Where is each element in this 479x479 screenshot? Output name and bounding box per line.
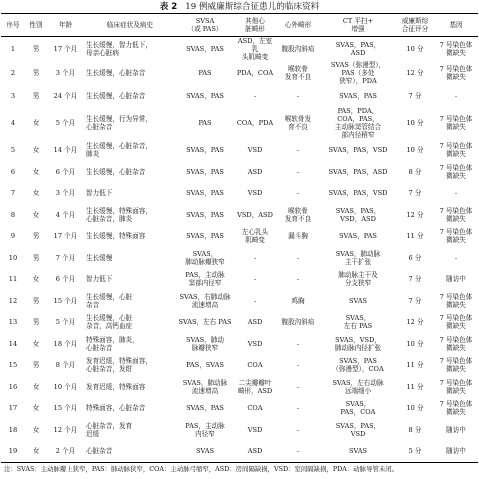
cell-ct-scan: SVAS，PAS xyxy=(339,92,377,101)
cell-ct-scan: PAS，PDA， COA，PAS， 主动脉窦管结合 部内径稍窄 xyxy=(334,107,382,140)
cell-ct-scan: SVAS，左右动脉 远端细小 xyxy=(332,378,384,395)
cell-sex: 女 xyxy=(25,440,47,462)
cell-extracardiac: - xyxy=(296,404,300,413)
cell-ct-scan: SVAS，PAS， ASD xyxy=(335,41,381,58)
cell-extracardiac: 喉软骨 发育不良 xyxy=(284,65,312,82)
cell-svsa-pas: PAS，主动脉 窦部内径窄 xyxy=(185,271,225,288)
cell-ct-scan: SVAS（弥漫型）， PAS（多处 狭窄），PDA xyxy=(330,61,386,86)
cell-symptoms: 生长缓慢，心脏杂音 xyxy=(86,69,146,78)
cell-other-cardiac: VSD，ASD xyxy=(237,210,273,219)
cell-symptoms: 生长缓慢，心脏杂音， 肺炎 xyxy=(86,142,152,159)
cell-gene: - xyxy=(454,189,458,198)
cell-index: 4 xyxy=(10,119,16,128)
cell-index: 8 xyxy=(10,210,16,219)
cell-extracardiac: 喉软骨发 育不良 xyxy=(284,115,312,132)
table-row xyxy=(1,61,478,85)
cell-symptoms: 生长缓慢，心脏杂音 xyxy=(86,92,146,101)
cell-ws-score: 7 分 xyxy=(408,189,422,198)
header-other-cardiac: 其他心 脏畸形 xyxy=(234,14,276,37)
cell-ws-score: 6 分 xyxy=(408,253,422,262)
cell-ws-score: 5 分 xyxy=(396,440,434,462)
cell-index: 16 xyxy=(8,382,18,391)
cell-ws-score: 7 分 xyxy=(408,92,422,101)
cell-gene: 7 号染色体 微缺失 xyxy=(439,65,473,82)
cell-age: 18 个月 xyxy=(53,339,78,348)
header-symptoms: 临床症状及病史 xyxy=(84,14,176,37)
table-row xyxy=(1,268,478,290)
cell-sex: 男 xyxy=(32,296,40,305)
cell-ws-score: 11 分 xyxy=(406,361,424,370)
cell-symptoms: 生长缓慢，行为异常， 心脏杂音 xyxy=(86,115,152,132)
cell-extracardiac: - xyxy=(296,146,300,155)
cell-age: 15 个月 xyxy=(53,404,78,413)
cell-index: 1 xyxy=(10,45,16,54)
cell-svsa-pas: SVAS，PAS xyxy=(186,210,224,219)
cell-index: 15 xyxy=(8,361,18,370)
cell-extracardiac: - xyxy=(296,253,300,262)
cell-other-cardiac: COA xyxy=(247,404,263,413)
table-header-row xyxy=(1,14,478,37)
cell-sex: 女 xyxy=(32,425,40,434)
cell-index: 19 xyxy=(1,440,25,462)
cell-ws-score: 12 分 xyxy=(406,210,424,219)
cell-ct-scan: SVAS，PAS，ASD xyxy=(328,167,388,176)
table-row xyxy=(1,37,478,62)
cell-age: 2 个月 xyxy=(47,440,84,462)
cell-sex: 女 xyxy=(32,146,40,155)
cell-ct-scan: SVAS，PAS，VSD xyxy=(328,189,388,198)
cell-index: 11 xyxy=(8,275,18,284)
cell-svsa-pas: SVAS，PAS xyxy=(186,146,224,155)
cell-age: 17 个月 xyxy=(53,232,78,241)
table-row xyxy=(1,397,478,419)
cell-extracardiac: - xyxy=(296,361,300,370)
cell-age: 12 个月 xyxy=(53,425,78,434)
table-row xyxy=(1,311,478,333)
table-row xyxy=(1,182,478,204)
cell-extracardiac: 腹股沟斜疝 xyxy=(281,318,315,327)
cell-index: 2 xyxy=(10,69,16,78)
cell-index: 5 xyxy=(10,146,16,155)
cell-ws-score: 11 分 xyxy=(406,232,424,241)
cell-index: 17 xyxy=(8,404,18,413)
cell-extracardiac: - xyxy=(296,275,300,284)
cell-sex: 男 xyxy=(32,45,40,54)
cell-age: 6 个月 xyxy=(55,167,76,176)
cell-ct-scan: SVAS，VSD， 肺动脉内径扩张 xyxy=(334,335,382,352)
cell-sex: 男 xyxy=(32,92,40,101)
cell-gene: 7 号染色体 微缺失 xyxy=(439,163,473,180)
cell-other-cardiac: VSD xyxy=(247,425,263,434)
cell-index: 6 xyxy=(10,167,16,176)
cell-ct-scan: SVAS，肺动脉 主干扩张 xyxy=(335,249,381,266)
table-body xyxy=(1,37,478,463)
cell-symptoms: 发育迟缓，特殊面容， 心脏杂音，发绀 xyxy=(86,357,152,374)
cell-svsa-pas: SVAS xyxy=(176,440,234,462)
cell-ct-scan: SVAS，PAS （弥漫型），COA xyxy=(332,357,384,374)
cell-ct-scan: SVAS，PAS，VSD xyxy=(328,146,388,155)
cell-age: 4 个月 xyxy=(55,210,76,219)
cell-svsa-pas: SVAS，PAS xyxy=(186,167,224,176)
cell-sex: 女 xyxy=(32,275,40,284)
header-index: 序号 xyxy=(1,14,25,37)
header-extracardiac: 心外畸形 xyxy=(276,14,320,37)
cell-index: 13 xyxy=(8,318,18,327)
cell-gene: 7 号染色体 微缺失 xyxy=(439,115,473,132)
table-row xyxy=(1,440,478,462)
cell-symptoms: 生长缓慢，特殊面容 xyxy=(86,232,146,241)
table-row xyxy=(1,107,478,139)
cell-age: 5 个月 xyxy=(55,119,76,128)
table-row xyxy=(1,204,478,226)
cell-extracardiac: - xyxy=(276,440,320,462)
cell-index: 3 xyxy=(10,92,16,101)
cell-symptoms: 智力低下 xyxy=(86,275,113,284)
table-title xyxy=(0,0,479,13)
cell-svsa-pas: SVAS， 肺动脉瓣狭窄 xyxy=(185,249,225,266)
cell-gene: 7 号染色体 微缺失 xyxy=(439,41,473,58)
cell-symptoms: 生长缓慢 xyxy=(86,253,113,262)
cell-age: 3 个月 xyxy=(55,69,76,78)
table-number: 表 2 xyxy=(159,2,178,12)
cell-symptoms: 特殊面容，肺炎， 心脏杂音 xyxy=(86,335,139,352)
cell-ws-score: 7 分 xyxy=(408,296,422,305)
cell-symptoms: 生长缓慢，心脏杂音 xyxy=(86,167,146,176)
cell-index: 18 xyxy=(8,425,18,434)
table-row xyxy=(1,225,478,247)
table-footnote: 注：SVAS：主动脉瓣上狭窄，PAS：肺动脉狭窄，COA：主动脉弓缩窄，ASD：房间隔缺损，VSD：室间隔缺损，PDA：动脉导管未闭。 xyxy=(4,464,399,473)
cell-other-cardiac: ASD，左室乳 头肌畸变 xyxy=(237,37,273,62)
cell-age: 3 个月 xyxy=(55,189,76,198)
cell-extracardiac: - xyxy=(296,425,300,434)
table-caption: 19 例威廉斯综合征患儿的临床资料 xyxy=(185,2,320,12)
cell-ct-scan: SVAS xyxy=(320,440,396,462)
cell-sex: 女 xyxy=(32,404,40,413)
cell-gene: - xyxy=(454,253,458,262)
cell-extracardiac: 腹股沟斜疝 xyxy=(281,45,315,54)
table-row xyxy=(1,354,478,376)
cell-index: 9 xyxy=(10,232,16,241)
cell-gene: 7 号染色体 微缺失 xyxy=(439,335,473,352)
cell-other-cardiac: ASD xyxy=(234,440,276,462)
cell-index: 7 xyxy=(10,189,16,198)
header-ct-scan: CT 平扫+ 增强 xyxy=(320,14,396,37)
cell-gene: 7 号染色体 微缺失 xyxy=(439,400,473,417)
cell-gene: 随访中 xyxy=(446,425,466,434)
cell-sex: 男 xyxy=(32,253,40,262)
header-sex: 性别 xyxy=(25,14,47,37)
cell-symptoms: 生长缓慢，特殊面容， 心脏杂音，肺炎 xyxy=(86,206,152,223)
cell-svsa-pas: PAS xyxy=(198,69,212,78)
cell-other-cardiac: PDA，COA xyxy=(236,69,274,78)
cell-age: 14 个月 xyxy=(53,146,78,155)
cell-other-cardiac: COA xyxy=(247,361,263,370)
cell-svsa-pas: SVAS，PAS xyxy=(186,189,224,198)
cell-extracardiac: - xyxy=(296,189,300,198)
cell-ct-scan: SVAS xyxy=(348,296,368,305)
cell-ws-score: 12 分 xyxy=(406,69,424,78)
cell-svsa-pas: SVAS，肺动脉 流速增高 xyxy=(182,378,228,395)
cell-symptoms: 生长缓慢，智力低下， 母亲心脏病 xyxy=(86,41,152,58)
cell-ct-scan: SVAS，PAS， VSD xyxy=(335,421,381,438)
cell-gene: 7 号染色体 微缺失 xyxy=(439,314,473,331)
cell-svsa-pas: SVAS，PAS xyxy=(186,404,224,413)
cell-svsa-pas: SVAS，PAS xyxy=(186,45,224,54)
cell-svsa-pas: PAS，主动脉 内径窄 xyxy=(185,421,225,438)
cell-ws-score: 10 分 xyxy=(406,339,424,348)
cell-ws-score: 10 分 xyxy=(406,404,424,413)
cell-other-cardiac: 左心乳头 肌畸变 xyxy=(241,228,269,245)
cell-other-cardiac: COA，PDA xyxy=(236,119,274,128)
cell-other-cardiac: VSD xyxy=(247,189,263,198)
cell-other-cardiac: 二尖瓣瓣叶 畸形，ASD xyxy=(237,378,273,395)
cell-age: 17 个月 xyxy=(53,45,78,54)
header-age: 年龄 xyxy=(47,14,84,37)
cell-sex: 女 xyxy=(32,210,40,219)
header-ws-score: 威廉斯综 合征评分 xyxy=(396,14,434,37)
cell-ws-score: 10 分 xyxy=(406,45,424,54)
cell-svsa-pas: SVAS，肺动 脉瓣狭窄 xyxy=(186,335,224,352)
cell-index: 14 xyxy=(8,339,18,348)
cell-ct-scan: SVAS， PAS，COA xyxy=(340,400,376,417)
cell-sex: 男 xyxy=(32,318,40,327)
cell-sex: 女 xyxy=(32,382,40,391)
cell-ct-scan: SVAS，PAS xyxy=(339,232,377,241)
cell-symptoms: 心脏杂音 xyxy=(84,440,176,462)
cell-ws-score: 7 分 xyxy=(408,275,422,284)
cell-svsa-pas: PAS，SVAS xyxy=(186,361,224,370)
cell-extracardiac: 鸡胸 xyxy=(291,296,305,305)
cell-age: 10 个月 xyxy=(53,382,78,391)
cell-gene: 7 号染色体 微缺失 xyxy=(439,378,473,395)
cell-ws-score: 10 分 xyxy=(406,146,424,155)
cell-ct-scan: 肺动脉主干及 分支狭窄 xyxy=(338,271,378,288)
cell-svsa-pas: SVAS，PAS xyxy=(186,232,224,241)
cell-other-cardiac: VSD xyxy=(247,339,263,348)
cell-gene: 7 号染色体 微缺失 xyxy=(439,357,473,374)
cell-sex: 女 xyxy=(32,119,40,128)
cell-ws-score: 8 分 xyxy=(408,167,422,176)
cell-ws-score: 11 分 xyxy=(406,382,424,391)
table-row xyxy=(1,86,478,108)
cell-age: 6 个月 xyxy=(55,275,76,284)
cell-ws-score: 12 分 xyxy=(406,318,424,327)
cell-ws-score: 8 分 xyxy=(408,425,422,434)
cell-sex: 男 xyxy=(32,232,40,241)
cell-gene: 随访中 xyxy=(434,440,478,462)
cell-gene: 随访中 xyxy=(446,275,466,284)
cell-other-cardiac: - xyxy=(253,253,257,262)
clinical-data-table xyxy=(1,13,478,463)
cell-sex: 男 xyxy=(32,361,40,370)
cell-other-cardiac: - xyxy=(253,296,257,305)
cell-svsa-pas: SVAS，左右 PAS xyxy=(178,318,232,327)
cell-ct-scan: SVAS，PAS， VSD，ASD xyxy=(335,206,381,223)
cell-symptoms: 智力低下 xyxy=(86,189,113,198)
header-gene: 基因 xyxy=(434,14,478,37)
cell-symptoms: 心脏杂音，发育 迟缓 xyxy=(86,421,133,438)
cell-svsa-pas: SVAS，PAS xyxy=(186,92,224,101)
cell-age: 5 个月 xyxy=(55,318,76,327)
cell-gene: 7 号染色体 微缺失 xyxy=(439,142,473,159)
cell-sex: 女 xyxy=(32,167,40,176)
cell-gene: 7 号染色体 微缺失 xyxy=(439,206,473,223)
cell-gene: - xyxy=(454,92,458,101)
cell-extracardiac: 漏斗胸 xyxy=(288,232,308,241)
cell-symptoms: 生长缓慢，心脏 杂音 xyxy=(86,292,133,309)
table-row xyxy=(1,290,478,312)
cell-extracardiac: - xyxy=(296,382,300,391)
cell-age: 15 个月 xyxy=(53,296,78,305)
cell-other-cardiac: VSD xyxy=(247,146,263,155)
cell-gene: 7 号染色体 微缺失 xyxy=(439,228,473,245)
cell-extracardiac: - xyxy=(296,339,300,348)
cell-ct-scan: SVAS， 左右 PAS xyxy=(343,314,373,331)
table-row xyxy=(1,376,478,398)
cell-svsa-pas: SVAS，右肺动脉 流速增高 xyxy=(179,292,231,309)
cell-other-cardiac: - xyxy=(253,275,257,284)
cell-gene: 7 号染色体 微缺失 xyxy=(439,292,473,309)
table-row xyxy=(1,139,478,161)
cell-sex: 女 xyxy=(32,339,40,348)
cell-other-cardiac: - xyxy=(253,92,257,101)
cell-sex: 女 xyxy=(32,189,40,198)
table-row xyxy=(1,419,478,441)
cell-sex: 男 xyxy=(32,69,40,78)
cell-extracardiac: - xyxy=(296,167,300,176)
cell-index: 10 xyxy=(8,253,18,262)
cell-extracardiac: - xyxy=(296,92,300,101)
cell-age: 24 个月 xyxy=(53,92,78,101)
cell-index: 12 xyxy=(8,296,18,305)
cell-svsa-pas: PAS xyxy=(198,119,212,128)
cell-age: 7 个月 xyxy=(55,253,76,262)
cell-other-cardiac: ASD xyxy=(247,167,263,176)
cell-ws-score: 10 分 xyxy=(406,119,424,128)
cell-symptoms: 生长缓慢，心脏 杂音，高钙血症 xyxy=(86,314,133,331)
cell-age: 8 个月 xyxy=(55,361,76,370)
header-svsa-pas: SVSA （或 PAS） xyxy=(176,14,234,37)
cell-symptoms: 特殊面容，心脏杂音 xyxy=(86,404,146,413)
cell-symptoms: 发育迟缓，特殊面容 xyxy=(86,382,146,391)
table-row xyxy=(1,161,478,183)
cell-extracardiac: 喉软骨 发育不良 xyxy=(284,206,312,223)
cell-other-cardiac: ASD xyxy=(247,318,263,327)
table-row xyxy=(1,333,478,355)
table-row xyxy=(1,247,478,269)
